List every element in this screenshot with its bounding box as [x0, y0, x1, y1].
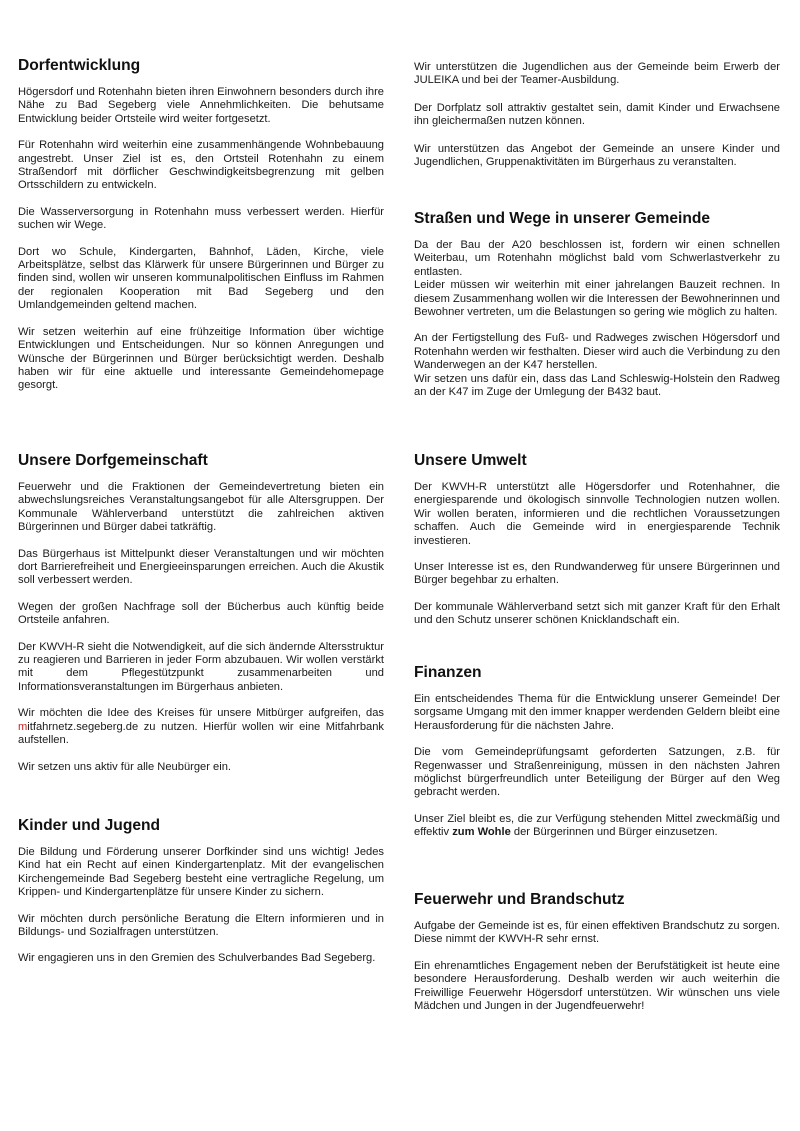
paragraph: Für Rotenhahn wird weiterhin eine zusammenhängende Wohnbebauung angestrebt. Unser Ziel ist es, den Ortsteil Rotenhahn zu einem Straßendorf mit dörflicher Geschwindigkeitsbegrenzung mit gelben Ortsschildern zu entwickeln. — [18, 139, 384, 192]
text-run: der Bürgerinnen und Bürger einzusetzen. — [510, 826, 718, 839]
paragraph: Wir setzen uns dafür ein, dass das Land Schleswig-Holstein den Radweg an der K47 im Zuge der Umlegung der B432 baut. — [414, 372, 780, 399]
paragraph: Die Bildung und Förderung unserer Dorfkinder sind uns wichtig! Jedes Kind hat ein Recht auf einen Kindergartenplatz. Mit der evangelischen Kirchengemeinde Bad Segeberg besteht eine vertragliche Regelung, um Krippen- und Kindergartenplätze für unsere Kinder zu sichern. — [18, 846, 384, 899]
heading-feuerwehr: Feuerwehr und Brandschutz — [414, 891, 625, 908]
paragraph: Ein ehrenamtliches Engagement neben der Berufstätigkeit ist heute eine besondere Herausforderung. Deshalb werden wir auch weiterhin die Freiwillige Feuerwehr Högersdorf unterstützen. Wir wünschen uns viele Mädchen und Jungen in der Jugendfeuerwehr! — [414, 959, 780, 1013]
section-strassen-wege — [414, 209, 780, 412]
heading-finanzen: Finanzen — [414, 664, 482, 681]
paragraph: Der Dorfplatz soll attraktiv gestaltet sein, damit Kinder und Erwachsene ihn gleichermaßen nutzen können. — [414, 101, 780, 128]
paragraph: Das Bürgerhaus ist Mittelpunkt dieser Veranstaltungen und wir möchten dort Barrierefreiheit und Energieeinsparungen erreichen. Auch die Akustik soll verbessert werden. — [18, 547, 384, 587]
paragraph: Feuerwehr und die Fraktionen der Gemeindevertretung bieten ein abwechslungsreiches Veranstaltungsangebot für alle Altersgruppen. Der Kommunale Wählerverband unterstützt die zahlreichen aktiven Bürgerinnen und Bürger dabei tatkräftig. — [18, 481, 384, 534]
paragraph: Wir setzen weiterhin auf eine frühzeitige Information über wichtige Entwicklungen und Entscheidungen. Nur so können Anregungen und Wünsche der Bürgerinnen und Bürger berücksichtigt werden. Deshalb haben wir für eine aktuelle und interessante Gemeindehomepage gesorgt. — [18, 325, 384, 392]
mitfahrnetz-link-text: itfahrnetz.segeberg.de — [27, 720, 139, 733]
section-dorfgemeinschaft — [18, 451, 384, 787]
paragraph: Ein entscheidendes Thema für die Entwicklung unserer Gemeinde! Der sorgsame Umgang mit den immer knapper werdenden Geldern bleibt eine Herausforderung für die nächsten Jahre. — [414, 693, 780, 732]
section-finanzen — [414, 663, 780, 853]
paragraph: Der KWVH-R unterstützt alle Högersdorfer und Rotenhahner, die energiesparende und ökologisch sinnvolle Technologien nutzen wollen. Wir wollen beraten, informieren und die rechtlichen Voraussetzungen schaffen. Auch die Gemeinde wird in energiesparende Technik investieren. — [414, 481, 780, 547]
paragraph: Wir unterstützen die Jugendlichen aus der Gemeinde beim Erwerb der JULEIKA und bei der Teamer-Ausbildung. — [414, 61, 780, 87]
paragraph: Die Wasserversorgung in Rotenhahn muss verbessert werden. Hierfür suchen wir Wege. — [18, 205, 384, 232]
text-run: Unser Ziel bleibt es, die zur Verfügung stehenden Mittel zweckmäßig und effektiv — [414, 812, 780, 839]
section-feuerwehr — [414, 890, 780, 1026]
paragraph: Wir setzen uns aktiv für alle Neubürger ein. — [18, 760, 232, 773]
bold-text: zum Wohle — [452, 826, 511, 839]
text-run: Wir möchten die Idee des Kreises für unsere Mitbürger aufgreifen, das — [18, 707, 384, 720]
paragraph: Aufgabe der Gemeinde ist es, für einen effektiven Brandschutz zu sorgen. Diese nimmt der KWVH-R sehr ernst. — [414, 920, 780, 946]
paragraph: Leider müssen wir weiterhin mit einer jahrelangen Bauzeit rechnen. In diesem Zusammenhang wollen wir die Interessen der Bewohnerinnen und Bewohner vertreten, um die Belastungen so gering wie möglich zu halten. — [414, 279, 780, 319]
section-kinder-jugend — [18, 816, 384, 979]
section-dorfentwicklung — [18, 56, 384, 406]
heading-dorfentwicklung: Dorfentwicklung — [18, 57, 141, 74]
paragraph: Wir möchten durch persönliche Beratung die Eltern informieren und in Bildungs- und Sozialfragen unterstützen. — [18, 912, 384, 939]
paragraph: Wir unterstützen das Angebot der Gemeinde an unsere Kinder und Jugendlichen, Gruppenaktivitäten im Bürgerhaus zu veranstalten. — [414, 142, 780, 169]
paragraph: Der kommunale Wählerverband setzt sich mit ganzer Kraft für den Erhalt und den Schutz unserer schönen Knicklandschaft ein. — [414, 600, 780, 627]
paragraph: An der Fertigstellung des Fuß- und Radweges zwischen Högersdorf und Rotenhahn werden wir festhalten. Dieser wird auch die Verbindung zu den Wanderwegen an der K47 herstellen. — [414, 332, 781, 372]
paragraph: Högersdorf und Rotenhahn bieten ihren Einwohnern besonders durch ihre Nähe zu Bad Segeberg viele Annehmlichkeiten. Die behutsame Entwicklung beider Ortsteile wird weiter fortgesetzt. — [18, 86, 384, 125]
paragraph-mitfahrnetz — [18, 707, 384, 747]
paragraph: Dort wo Schule, Kindergarten, Bahnhof, Läden, Kirche, viele Arbeitsplätze, selbst das Klärwerk für unsere Bürgerinnen und Bürger zu finden sind, wollen wir unseren kommunalpolitischen Einfluss im Rahmen der regionalen Kooperation mit Bad Segeberg und den Umlandgemeinden geltend machen. — [18, 245, 384, 312]
heading-kinder-jugend: Kinder und Jugend — [18, 817, 161, 834]
paragraph: Da der Bau der A20 beschlossen ist, fordern wir einen schnellen Weiterbau, um Rotenhahn möglichst bald vom Schwerlastverkehr zu entlasten. — [414, 239, 780, 278]
section-umwelt — [414, 451, 780, 641]
highlight-letter: m — [18, 720, 28, 733]
text-run: zu nutzen. Hierfür wollen wir eine Mitfahrbank aufstellen. — [18, 720, 384, 747]
section-jugend-fortsetzung — [414, 61, 780, 182]
paragraph: Der KWVH-R sieht die Notwendigkeit, auf die sich ändernde Altersstruktur zu reagieren und Barrieren in jeder Form abzubauen. Wir wollen verstärkt mit dem Pflegestützpunkt zusammenarbeiten und Informationsveranstaltungen im Bürgerhaus anbieten. — [18, 640, 384, 693]
heading-umwelt: Unsere Umwelt — [414, 452, 527, 469]
heading-strassen-wege: Straßen und Wege in unserer Gemeinde — [414, 210, 711, 227]
paragraph: Unser Interesse ist es, den Rundwanderweg für unsere Bürgerinnen und Bürger begehbar zu erhalten. — [414, 561, 780, 587]
paragraph: Wir engagieren uns in den Gremien des Schulverbandes Bad Segeberg. — [18, 952, 376, 965]
paragraph-ziel — [414, 813, 780, 840]
heading-dorfgemeinschaft: Unsere Dorfgemeinschaft — [18, 452, 208, 469]
paragraph: Die vom Gemeindeprüfungsamt geforderten Satzungen, z.B. für Regenwasser und Straßenreinigung, müssen in den nächsten Jahren möglichst bürgerfreundlich unter Beteiligung der Bürger auf den Weg gebracht werden. — [414, 746, 780, 799]
paragraph: Wegen der großen Nachfrage soll der Bücherbus auch künftig beide Ortsteile anfahren. — [18, 600, 384, 627]
